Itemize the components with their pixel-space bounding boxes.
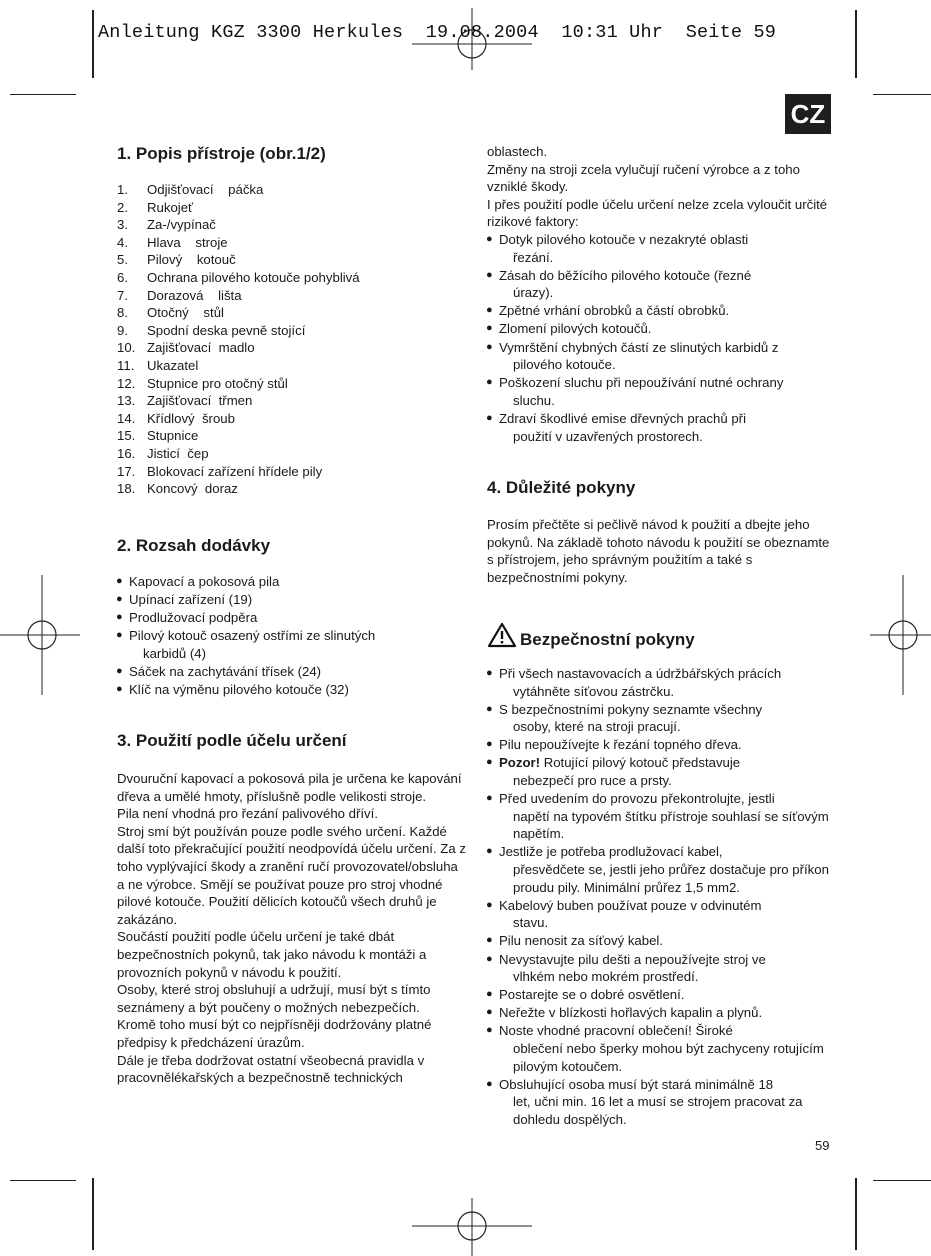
item-continuation: osoby, které na stroji pracují. (513, 719, 681, 735)
item-text: Neřežte v blízkosti hořlavých kapalin a plynů. (499, 1005, 763, 1021)
item-text: Pilu nepoužívejte k řezání topného dřeva. (499, 737, 742, 753)
item-text: Zajišťovací madlo (147, 340, 255, 356)
item-number: 13. (117, 393, 136, 409)
item-text: Upínací zařízení (19) (129, 592, 253, 608)
list-item (487, 1076, 832, 1129)
list-item (117, 663, 477, 681)
item-continuation: napětí na typovém štítku přístroje souhlasí se síťovým napětím. (513, 808, 829, 842)
item-text: Ukazatel (147, 357, 199, 373)
paragraph: Změny na stroji zcela vylučují ručení výrobce a z toho vzniklé škody. (487, 161, 800, 195)
item-number: 9. (117, 322, 128, 338)
item-text: Postarejte se o dobré osvětlení. (499, 987, 685, 1003)
list-item (117, 410, 477, 428)
item-continuation: vytáhněte síťovou zástrčku. (513, 683, 675, 699)
item-number: 14. (117, 410, 136, 426)
item-number: 8. (117, 305, 128, 321)
item-text: Nevystavujte pilu dešti a nepoužívejte stroj ve (499, 951, 766, 967)
section-intended-use (117, 730, 467, 1087)
item-text: Jestliže je potřeba prodlužovací kabel, (499, 844, 723, 860)
list-item (487, 790, 832, 843)
list-item (117, 445, 477, 463)
item-text: Zajišťovací třmen (147, 393, 253, 409)
item-text: Hlava stroje (147, 234, 228, 250)
list-item (117, 463, 477, 481)
item-continuation: řezání. (513, 249, 554, 265)
item-text: Pilový kotouč (147, 252, 236, 268)
section-safety (487, 622, 832, 1129)
list-item (487, 951, 832, 986)
item-text: Kabelový buben používat pouze v odvinutém (499, 897, 762, 913)
list-item (117, 181, 477, 199)
list-item (487, 665, 832, 700)
item-text: Sáček na zachytávání třísek (24) (129, 663, 322, 679)
item-continuation: přesvědčete se, jestli jeho průřez dostačuje pro příkon proudu pily. Minimální průřez 1,5 mm2. (513, 862, 829, 895)
list-item (117, 234, 477, 252)
list-item (487, 339, 832, 374)
item-text: S bezpečnostními pokyny seznamte všechny (499, 701, 763, 717)
item-text: Dotyk pilového kotouče v nezakryté oblasti (499, 231, 749, 247)
item-number: 18. (117, 481, 136, 497)
section-intended-use-continued (487, 143, 832, 446)
section-title: 1. Popis přístroje (obr.1/2) (117, 144, 326, 163)
item-continuation: stavu. (513, 915, 549, 931)
risk-list (487, 231, 832, 445)
list-item (117, 287, 477, 305)
crop-mark (873, 1180, 931, 1181)
list-item (117, 573, 477, 591)
list-item (487, 843, 832, 896)
list-item (117, 216, 477, 234)
list-item (117, 681, 477, 699)
item-number: 12. (117, 375, 136, 391)
list-item (487, 754, 832, 789)
list-item (487, 897, 832, 932)
list-item (487, 1004, 832, 1022)
list-item (117, 322, 477, 340)
list-item (117, 392, 477, 410)
list-item (487, 736, 832, 754)
item-number: 7. (117, 287, 128, 303)
list-item (487, 302, 832, 320)
item-text: Vymrštění chybných částí ze slinutých karbidů z (499, 339, 779, 355)
section-title (487, 622, 832, 651)
item-text: Pilu nenosit za síťový kabel. (499, 933, 664, 949)
crop-mark (92, 1178, 94, 1250)
registration-mark-right (870, 575, 931, 695)
item-text: Před uvedením do provozu překontrolujte, jestli (499, 791, 775, 807)
item-text: Odjišťovací páčka (147, 182, 264, 197)
warning-icon (487, 622, 517, 648)
registration-mark-left (0, 575, 80, 695)
item-text: Křídlový šroub (147, 410, 235, 426)
item-number: 1. (117, 182, 128, 197)
list-item (117, 375, 477, 393)
language-badge: CZ (785, 94, 831, 134)
delivery-list (117, 573, 477, 699)
crop-mark (10, 94, 76, 95)
list-item (487, 410, 832, 445)
safety-title: Bezpečnostní pokyny (520, 630, 695, 649)
item-text: Klíč na výměnu pilového kotouče (32) (129, 682, 349, 698)
item-number: 11. (117, 357, 135, 373)
item-number: 6. (117, 269, 128, 285)
item-text: Rotující pilový kotouč představuje (540, 755, 741, 771)
list-item (117, 269, 477, 287)
item-text: Při všech nastavovacích a údržbářských prácích (499, 666, 782, 681)
item-number: 2. (117, 199, 128, 215)
paragraph: Kromě toho musí být co nejpřísněji dodržovány platné předpisy k předcházení úrazům. (117, 1017, 432, 1050)
registration-mark-bottom (412, 1198, 532, 1256)
safety-list (487, 665, 832, 1128)
item-continuation: karbidů (4) (143, 645, 207, 661)
item-number: 4. (117, 234, 128, 250)
list-item (487, 320, 832, 338)
list-item (117, 304, 477, 322)
item-text: Noste vhodné pracovní oblečení! Široké (499, 1023, 733, 1039)
item-text: Za-/vypínač (147, 217, 216, 233)
item-text: Pilový kotouč osazený ostřími ze slinutých (129, 628, 376, 644)
item-text: Stupnice (147, 428, 199, 444)
list-item (117, 339, 477, 357)
paragraph: Dále je třeba dodržovat ostatní všeobecná pravidla v pracovnělékařských a bezpečnostně technických (117, 1052, 425, 1086)
intended-use-text (117, 770, 467, 1087)
list-item (117, 480, 477, 498)
list-item (117, 591, 477, 609)
list-item (117, 199, 477, 217)
item-continuation: nebezpečí pro ruce a prsty. (513, 773, 672, 789)
item-continuation: oblečení nebo šperky mohou být zachyceny rotujícím pilovým kotoučem. (513, 1040, 824, 1074)
item-number: 15. (117, 428, 136, 444)
item-continuation: úrazy). (513, 285, 554, 301)
item-text: Blokovací zařízení hřídele pily (147, 463, 323, 479)
section-important-notes (487, 477, 832, 586)
paragraph: Dvouruční kapovací a pokosová pila je určena ke kapování dřeva a umělé hmoty, příslušně podle velikosti stroje. (117, 771, 462, 804)
item-text: Rukojeť (147, 199, 193, 215)
item-continuation: vlhkém nebo mokrém prostředí. (513, 969, 699, 985)
list-item (117, 627, 477, 662)
list-item (487, 267, 832, 302)
item-text: Spodní deska pevně stojící (147, 322, 306, 338)
list-item (487, 932, 832, 950)
paragraph: oblastech. (487, 144, 548, 159)
item-number: 10. (117, 340, 136, 356)
item-number: 17. (117, 463, 136, 479)
item-text: Otočný stůl (147, 305, 224, 321)
crop-mark (873, 94, 931, 95)
item-text: Jisticí čep (147, 445, 209, 461)
list-item (117, 609, 477, 627)
list-item (117, 357, 477, 375)
section-title: 4. Důležité pokyny (487, 478, 636, 497)
item-text: Stupnice pro otočný stůl (147, 375, 288, 391)
item-text: Kapovací a pokosová pila (129, 574, 280, 589)
crop-mark (855, 10, 857, 78)
section-scope-of-delivery (117, 535, 477, 699)
list-item (487, 374, 832, 409)
list-item (117, 251, 477, 269)
item-text: Obsluhující osoba musí být stará minimálně 18 (499, 1076, 774, 1092)
parts-list (117, 181, 477, 498)
item-text: Zpětné vrhání obrobků a částí obrobků. (499, 303, 730, 319)
list-item (487, 1022, 832, 1075)
crop-mark (92, 10, 94, 78)
item-number: 3. (117, 217, 128, 233)
section-title: 2. Rozsah dodávky (117, 536, 271, 555)
print-header: Anleitung KGZ 3300 Herkules 19.08.2004 10:31 Uhr Seite 59 (98, 22, 777, 43)
list-item (487, 701, 832, 736)
item-number: 5. (117, 252, 128, 268)
item-emphasis: Pozor! (499, 755, 541, 771)
item-text: Koncový doraz (147, 481, 238, 497)
item-text: Dorazová lišta (147, 287, 242, 303)
list-item (487, 231, 832, 266)
section-title: 3. Použití podle účelu určení (117, 731, 347, 750)
item-text: Ochrana pilového kotouče pohyblivá (147, 269, 360, 285)
crop-mark (10, 1180, 76, 1181)
item-continuation: použití v uzavřených prostorech. (513, 428, 703, 444)
paragraph: Stroj smí být používán pouze podle svého určení. Každé další toto překračující použití neodpovídá účelu určení. Za z toho vyplývající škody a zranění ručí provozovatel/obsluha a ne výrobce. Smějí se používat pouze pro stroj vhodné pilové kotouče. Použití dělicích kotoučů všech druhů je zakázáno. (117, 823, 466, 927)
paragraph: Osoby, které stroj obsluhují a udržují, musí být s tímto seznámeny a být poučeny o možných nebezpečích. (117, 982, 431, 1015)
item-continuation: sluchu. (513, 392, 555, 408)
item-continuation: pilového kotouče. (513, 357, 616, 373)
page-number: 59 (815, 1138, 830, 1153)
paragraph: Pila není vhodná pro řezání palivového dříví. (117, 806, 378, 822)
item-text: Zlomení pilových kotoučů. (499, 321, 652, 337)
important-notes-text: Prosím přečtěte si pečlivě návod k použití a dbejte jeho pokynů. Na základě tohoto návodu k použití se obeznamte s přístrojem, jeho správným použitím a také s bezpečnostními pokyny. (487, 517, 830, 585)
paragraph: I přes použití podle účelu určení nelze zcela vyloučit určité rizikové faktory: (487, 196, 828, 230)
paragraph: Součástí použití podle účelu určení je také dbát bezpečnostních pokynů, tak jako návodu k montáži a provozních pokynů v návodu k použití. (117, 929, 427, 980)
list-item (487, 986, 832, 1004)
section-description (117, 143, 477, 498)
item-continuation: let, učni min. 16 let a musí se strojem pracovat za dohledu dospělých. (513, 1094, 803, 1127)
item-text: Zásah do běžícího pilového kotouče (řezné (499, 267, 752, 283)
item-number: 16. (117, 445, 136, 461)
item-text: Zdraví škodlivé emise dřevných prachů při (499, 410, 747, 426)
item-text: Poškození sluchu při nepoužívání nutné ochrany (499, 375, 784, 391)
item-text: Prodlužovací podpěra (129, 610, 258, 626)
list-item (117, 427, 477, 445)
continued-text (487, 143, 832, 231)
crop-mark (855, 1178, 857, 1250)
